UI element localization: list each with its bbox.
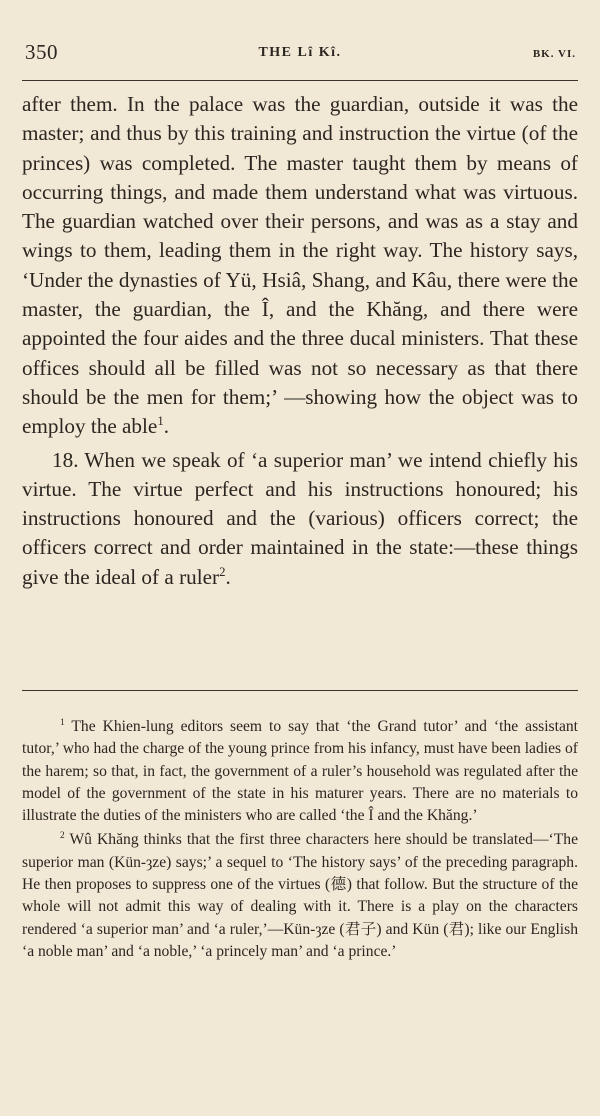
footnotes [22, 716, 578, 963]
running-header [22, 40, 578, 70]
footnote-ref-1: 1 [157, 414, 164, 429]
footnote-2 [22, 829, 578, 963]
paragraph-1 [22, 90, 578, 442]
footnote-marker-2: 2 [60, 831, 65, 842]
book-reference: BK. VI. [532, 48, 576, 60]
page-number: 350 [25, 40, 58, 64]
paragraph-2 [22, 446, 578, 592]
paragraph-1-end: . [163, 414, 169, 439]
footnote-1 [22, 716, 578, 827]
footnote-marker-1: 1 [60, 717, 65, 728]
paragraph-2-text: 18. When we speak of ‘a superior man’ we intend chiefly his virtue. The virtue perfect and his instructions honoured; his instructions honoured and the (various) officers correct; the officers correct and order maintained in the state:—these things give the ideal of a ruler [22, 447, 578, 589]
header-rule [22, 80, 578, 81]
footnote-2-text: Wû Khăng thinks that the first three characters here should be translated—‘The superior man (Kün-ȝze) says;’ a sequel to ‘The history says’ of the preceding paragraph. He then proposes to suppress one of the virtues (德) that follow. But the structure of the whole will not admit this way of dealing with it. There is a play on the characters rendered ‘a superior man’ and ‘a ruler,’—Kün-ȝze (君子) and Kün (君); like our English ‘a noble man’ and ‘a noble,’ ‘a princely man’ and ‘a prince.’ [22, 831, 578, 960]
paragraph-1-text: after them. In the palace was the guardian, outside it was the master; and thus by this training and instruction the virtue (of the princes) was completed. The master taught them by means of occurring things, and made them understand what was virtuous. The guardian watched over their persons, and was as a stay and wings to them, leading them in the right way. The history says, ‘Under the dynasties of Yü, Hsiâ, Shang, and Kâu, there were the master, the guardian, the Î, and the Khăng, and there were appointed the four aides and the three ducal ministers. That these offices should all be filled was not so necessary as that there should be the men for them;’ —showing how the object was to employ the able [22, 92, 578, 439]
book-page [22, 0, 578, 1116]
footnote-ref-2: 2 [219, 564, 226, 579]
paragraph-2-end: . [225, 564, 231, 589]
footnote-1-text: The Khien-lung editors seem to say that ‘the Grand tutor’ and ‘the assistant tutor,’ who had the charge of the young prince from his infancy, must have been ladies of the harem; so that, in fact, the government of a ruler’s household was regulated after the model of the government of the state in his maturer years. There are no materials to illustrate the duties of the ministers who are called ‘the Î and the Khăng.’ [22, 718, 578, 825]
main-text [22, 90, 578, 592]
running-title: THE Lî Kî. [258, 45, 342, 60]
footnote-rule [22, 690, 578, 691]
